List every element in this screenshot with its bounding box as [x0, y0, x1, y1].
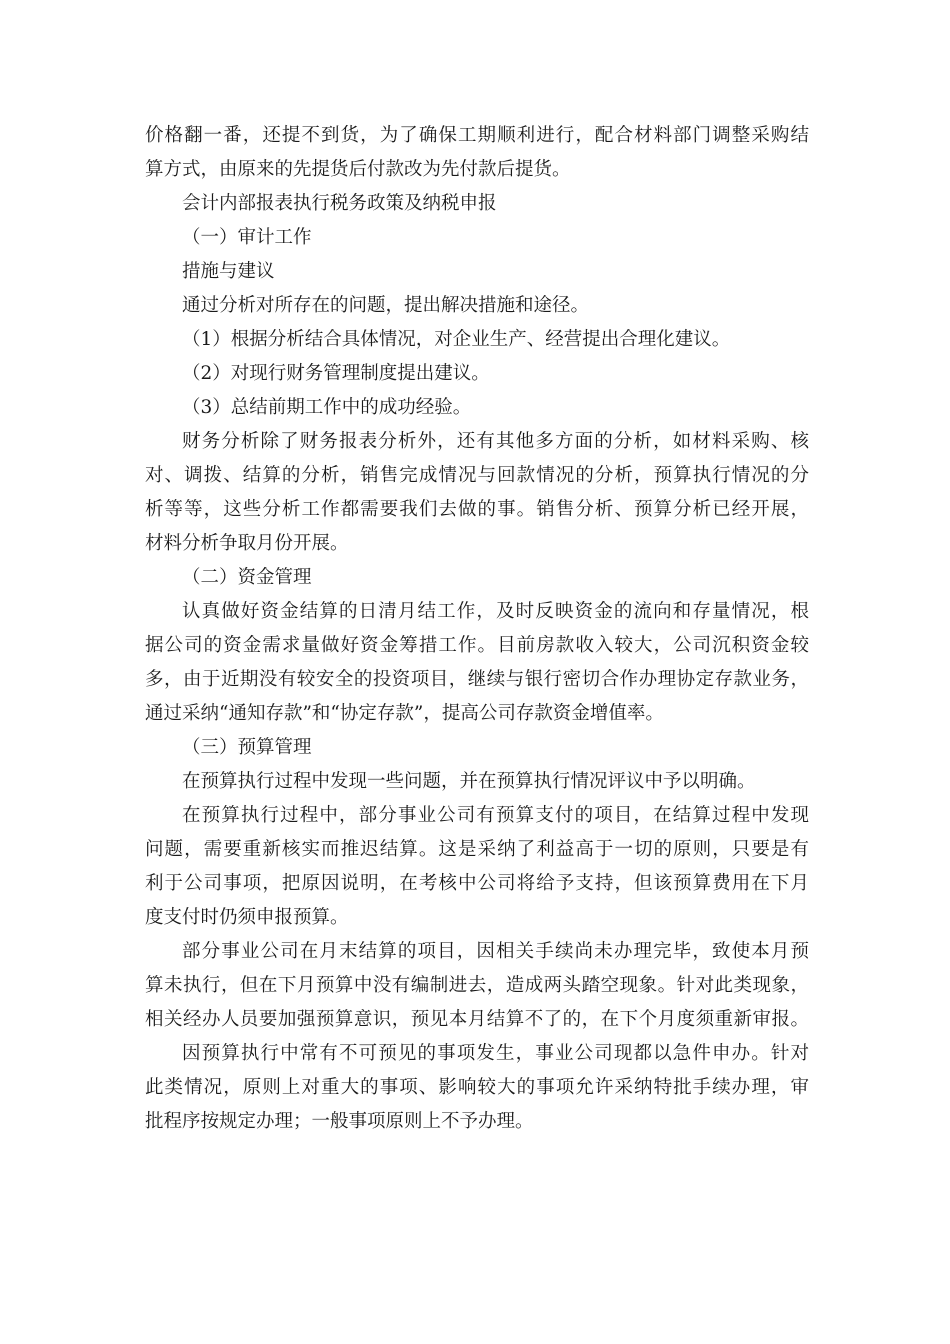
- text-line: 问题，需要重新核实而推迟结算。这是采纳了利益高于一切的原则，只要是有: [145, 839, 809, 860]
- section-heading: （三）预算管理: [182, 737, 312, 758]
- text-line: 在预算执行过程中发现一些问题，并在预算执行情况评议中予以明确。: [182, 771, 756, 792]
- text-line: 算方式，由原来的先提货后付款改为先付款后提货。: [145, 159, 571, 180]
- list-item: （2）对现行财务管理制度提出建议。: [182, 363, 490, 384]
- text-line: 析等等，这些分析工作都需要我们去做的事。销售分析、预算分析已经开展，: [145, 499, 809, 520]
- text-line: 因预算执行中常有不可预见的事项发生，事业公司现都以急件申办。针对: [182, 1043, 809, 1064]
- text-line: 批程序按规定办理；一般事项原则上不予办理。: [145, 1111, 534, 1132]
- text-line: 据公司的资金需求量做好资金筹措工作。目前房款收入较大，公司沉积资金较: [145, 635, 809, 656]
- section-heading: 会计内部报表执行税务政策及纳税申报: [182, 193, 497, 214]
- text-line: 通过分析对所存在的问题，提出解决措施和途径。: [182, 295, 590, 316]
- text-line: 通过采纳“通知存款”和“协定存款”，提高公司存款资金增值率。: [145, 703, 664, 724]
- subsection-heading: 措施与建议: [182, 261, 275, 282]
- text-line: 在预算执行过程中，部分事业公司有预算支付的项目，在结算过程中发现: [182, 805, 809, 826]
- document-page: [145, 119, 809, 1139]
- list-item: （1）根据分析结合具体情况，对企业生产、经营提出合理化建议。: [182, 329, 731, 350]
- text-line: 算未执行，但在下月预算中没有编制进去，造成两头踏空现象。针对此类现象，: [145, 975, 809, 996]
- text-line: 价格翻一番，还提不到货，为了确保工期顺利进行，配合材料部门调整采购结: [145, 125, 809, 146]
- section-heading: （二）资金管理: [182, 567, 312, 588]
- text-line: 多，由于近期没有较安全的投资项目，继续与银行密切合作办理协定存款业务，: [145, 669, 809, 690]
- section-heading: （一）审计工作: [182, 227, 312, 248]
- text-line: 认真做好资金结算的日清月结工作，及时反映资金的流向和存量情况，根: [182, 601, 809, 622]
- text-line: 利于公司事项，把原因说明，在考核中公司将给予支持，但该预算费用在下月: [145, 873, 809, 894]
- text-line: 度支付时仍须申报预算。: [145, 907, 349, 928]
- text-line: 部分事业公司在月末结算的项目，因相关手续尚未办理完毕，致使本月预: [182, 941, 809, 962]
- text-line: 材料分析争取月份开展。: [145, 533, 349, 554]
- list-item: （3）总结前期工作中的成功经验。: [182, 397, 472, 418]
- text-line: 相关经办人员要加强预算意识，预见本月结算不了的，在下个月度须重新审报。: [145, 1009, 809, 1030]
- text-line: 对、调拨、结算的分析，销售完成情况与回款情况的分析，预算执行情况的分: [145, 465, 809, 486]
- text-line: 此类情况，原则上对重大的事项、影响较大的事项允许采纳特批手续办理，审: [145, 1077, 809, 1098]
- text-line: 财务分析除了财务报表分析外，还有其他多方面的分析，如材料采购、核: [182, 431, 809, 452]
